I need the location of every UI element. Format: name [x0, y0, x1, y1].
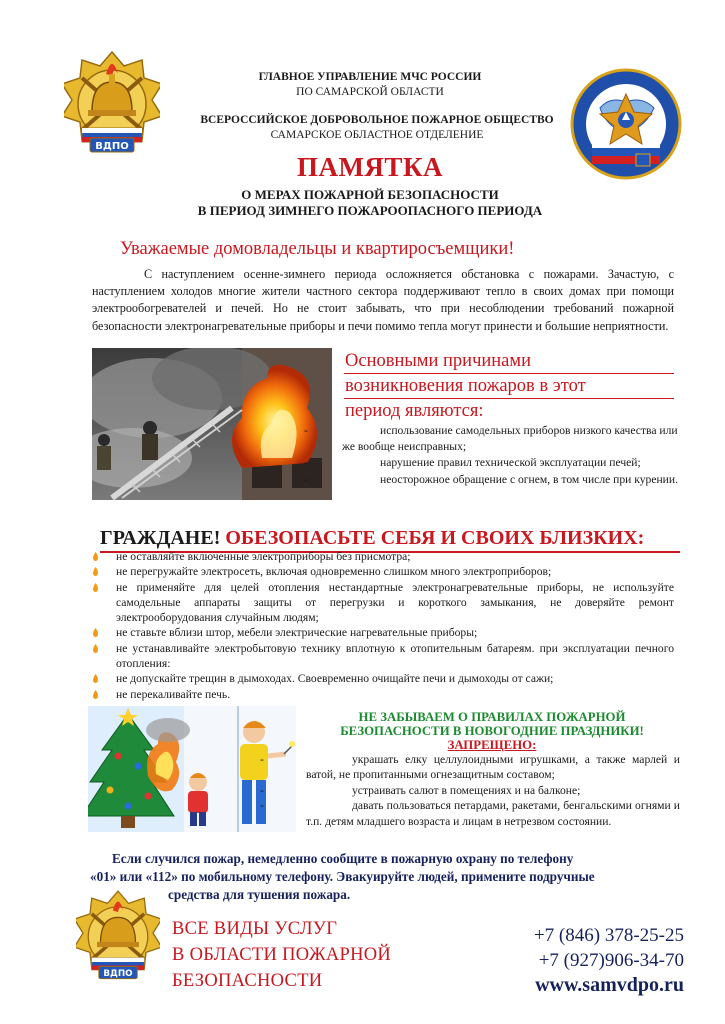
new-year-illustration [88, 706, 296, 832]
flame-bullet-icon [92, 628, 99, 638]
page-subtitle [150, 187, 590, 219]
causes-title-line2: возникновения пожаров в этот [344, 374, 674, 399]
new-year-title-line1: НЕ ЗАБЫВАЕМ О ПРАВИЛАХ ПОЖАРНОЙ [358, 710, 626, 724]
flame-bullet-icon [92, 567, 99, 577]
rule-item: не перекаливайте печь. [92, 687, 674, 702]
services-line2: В ОБЛАСТИ ПОЖАРНОЙ [172, 945, 392, 965]
vdpo-emblem-text: ВДПО [95, 141, 129, 152]
org-mchs-line1: ГЛАВНОЕ УПРАВЛЕНИЕ МЧС РОССИИ [258, 71, 482, 83]
new-year-rules-list [260, 752, 680, 829]
flame-bullet-icon [92, 552, 99, 562]
rule-item: не допускайте трещин в дымоходах. Своевременно очищайте печи и дымоходы от сажи; [92, 671, 674, 686]
org-vdpo-line1: ВСЕРОССИЙСКОЕ ДОБРОВОЛЬНОЕ ПОЖАРНОЕ ОБЩЕСТВО [200, 114, 554, 126]
org-vdpo [188, 113, 566, 143]
cause-item: - нарушение правил технической эксплуатации печей; [304, 456, 641, 470]
fire-photo [92, 348, 332, 500]
intro-paragraph: С наступлением осенне-зимнего периода осложняется обстановка с пожарами. Зачастую, с наступлением холодов многие жители частного сектора поддерживают тепло в своих домах при помощи электрообогревателей и печей. Но не стоит забывать, что при несоблюдении требований пожарной безопасности электронагревательные приборы и печи помимо тепла могут принести и большие неприятности. [92, 267, 674, 333]
flame-bullet-icon [92, 674, 99, 684]
new-year-title-line2: БЕЗОПАСНОСТИ В НОВОГОДНИЕ ПРАЗДНИКИ! [340, 724, 644, 738]
vdpo-emblem-bottom [76, 882, 160, 986]
vdpo-emblem-top [64, 42, 160, 160]
causes-title-line3: период являются: [345, 401, 484, 421]
rule-item: не перегружайте электросеть, включая одновременно слишком много электроприборов; [92, 564, 674, 579]
new-year-rule-item: - давать пользоваться петардами, ракетами, бенгальскими огнями и т.п. детям младшего возраста и лицам в нетрезвом состоянии. [260, 799, 680, 828]
forbidden-label: ЗАПРЕЩЕНО: [447, 738, 537, 752]
greeting: Уважаемые домовладельцы и квартиросъемщики! [120, 239, 515, 259]
phone-2[interactable]: +7 (927)906-34-70 [538, 950, 684, 971]
subtitle-line1: О МЕРАХ ПОЖАРНОЙ БЕЗОПАСНОСТИ [241, 187, 499, 202]
org-mchs-line2: ПО САМАРСКОЙ ОБЛАСТИ [296, 86, 444, 98]
new-year-rule-item: - украшать елку целлулоидными игрушками, а также марлей и ватой, не пропитанными огнезащитным составом; [260, 753, 680, 782]
rule-item: не оставляйте включенные электроприборы без присмотра; [92, 549, 674, 564]
flame-bullet-icon [92, 690, 99, 700]
emergency-note-line2: «01» или «112» по мобильному телефону. Эвакуируйте людей, примените подручные [90, 869, 595, 884]
rule-item: не ставьте вблизи штор, мебели электрические нагревательные приборы; [92, 625, 674, 640]
new-year-rule-item: - устраивать салют в помещениях и на балконе; [260, 783, 581, 797]
services-line3: БЕЗОПАСНОСТИ [172, 971, 323, 991]
citizens-word: ГРАЖДАНЕ! [100, 527, 221, 549]
services-block [172, 916, 452, 994]
emergency-note-line1: Если случился пожар, немедленно сообщите в пожарную охрану по телефону [112, 851, 574, 866]
citizens-slogan: ОБЕЗОПАСЬТЕ СЕБЯ И СВОИХ БЛИЗКИХ: [225, 527, 645, 549]
causes-title-line1: Основными причинами [344, 349, 674, 374]
subtitle-line2: В ПЕРИОД ЗИМНЕГО ПОЖАРООПАСНОГО ПЕРИОДА [197, 203, 543, 218]
phone-1[interactable]: +7 (846) 378-25-25 [533, 925, 684, 946]
emergency-note-line3: средства для тушения пожара. [168, 887, 351, 902]
contacts-block [474, 923, 684, 998]
emergency-note [90, 850, 690, 904]
vdpo-emblem-bottom-text: ВДПО [103, 969, 133, 979]
causes-title [344, 349, 674, 423]
rule-item: не применяйте для целей отопления нестандартные электронагревательные приборы, не используйте самодельные аппараты защиты от перегрузки и короткого замыкания, не доверяйте ремонт электрооборудования случайным людям; [92, 580, 674, 626]
cause-item: - неосторожное обращение с огнем, в том числе при курении. [304, 472, 678, 486]
org-vdpo-line2: САМАРСКОЕ ОБЛАСТНОЕ ОТДЕЛЕНИЕ [270, 129, 484, 141]
services-line1: ВСЕ ВИДЫ УСЛУГ [172, 919, 338, 939]
new-year-title [306, 710, 678, 752]
mchs-emblem [570, 68, 682, 180]
flame-bullet-icon [92, 583, 99, 593]
rule-item: не устанавливайте электробытовую технику вплотную к отопительным батареям. при эксплуатации печного отопления: [92, 641, 674, 672]
flame-bullet-icon [92, 644, 99, 654]
page-title: ПАМЯТКА [296, 152, 444, 182]
website-link[interactable]: www.samvdpo.ru [535, 974, 684, 996]
org-mchs [200, 70, 540, 100]
safety-rules-list [92, 549, 674, 702]
cause-item: - использование самодельных приборов низкого качества или же вообще неисправных; [304, 424, 678, 454]
causes-list [304, 423, 682, 488]
